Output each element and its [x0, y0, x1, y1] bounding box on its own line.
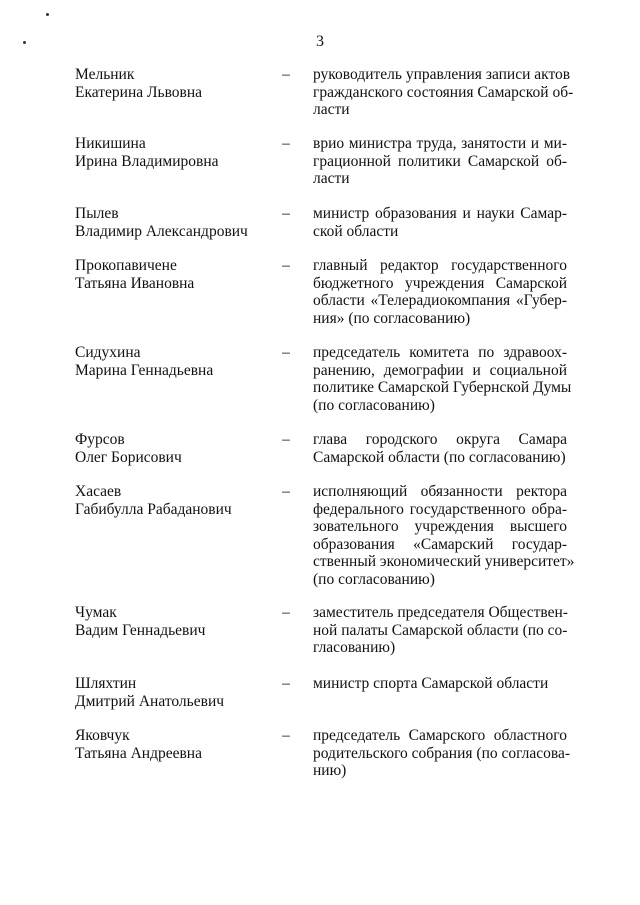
position-line: ственный экономический университет» — [313, 553, 575, 570]
position-line: нию) — [313, 762, 347, 779]
member-surname: Яковчук — [75, 727, 130, 744]
member-given-names: Владимир Александрович — [75, 222, 248, 240]
member-surname: Фурсов — [75, 431, 125, 448]
member-position — [313, 205, 567, 240]
separator-dash: – — [282, 675, 290, 692]
position-line: председатель комитета по здравоох- — [313, 344, 567, 361]
position-line: заместитель председателя Обществен- — [313, 604, 568, 621]
member-name — [75, 66, 275, 101]
member-surname: Прокопавичене — [75, 257, 177, 274]
position-line: области «Телерадиокомпания «Губер- — [313, 292, 567, 309]
position-line: ния» (по согласованию) — [313, 309, 471, 327]
position-line: ной палаты Самарской области (по со- — [313, 621, 568, 639]
member-position — [313, 66, 574, 119]
member-position — [313, 344, 572, 414]
member-given-names: Екатерина Львовна — [75, 83, 203, 101]
member-given-names: Олег Борисович — [75, 448, 182, 466]
position-line: политике Самарской Губернской Думы — [313, 379, 572, 396]
position-line: (по согласованию) — [313, 570, 435, 588]
page-number: 3 — [316, 33, 324, 50]
member-surname: Мельник — [75, 66, 135, 83]
member-given-names: Габибулла Рабаданович — [75, 500, 232, 518]
position-line: зовательного учреждения высшего — [313, 518, 567, 535]
position-line: председатель Самарского областного — [313, 727, 567, 744]
member-position — [313, 675, 567, 693]
position-line: гражданского состояния Самарской об- — [313, 83, 574, 101]
separator-dash: – — [282, 483, 290, 500]
separator-dash: – — [282, 431, 290, 448]
member-surname: Пылев — [75, 205, 119, 222]
separator-dash: – — [282, 205, 290, 222]
member-name — [75, 483, 275, 518]
member-surname: Никишина — [75, 135, 146, 152]
member-given-names: Дмитрий Анатольевич — [75, 692, 225, 710]
member-surname: Чумак — [75, 604, 117, 621]
position-line: министр спорта Самарской области — [313, 675, 549, 692]
position-line: бюджетного учреждения Самарской — [313, 274, 567, 292]
position-line: врио министра труда, занятости и ми- — [313, 135, 567, 152]
member-name — [75, 604, 275, 639]
scan-speck — [46, 13, 49, 16]
position-line: ской области — [313, 222, 399, 240]
position-line: глава городского округа Самара — [313, 431, 567, 448]
separator-dash: – — [282, 727, 290, 744]
position-line: (по согласованию) — [313, 396, 435, 414]
member-given-names: Ирина Владимировна — [75, 152, 219, 170]
member-given-names: Татьяна Андреевна — [75, 744, 202, 762]
position-line: главный редактор государственного — [313, 257, 567, 274]
position-line: грационной политики Самарской об- — [313, 152, 567, 170]
position-line: федерального государственного обра- — [313, 500, 567, 518]
member-position — [313, 257, 567, 327]
position-line: ранению, демографии и социальной — [313, 361, 567, 379]
member-position — [313, 431, 567, 466]
separator-dash: – — [282, 604, 290, 621]
member-name — [75, 135, 275, 170]
member-name — [75, 344, 275, 379]
separator-dash: – — [282, 344, 290, 361]
position-line: министр образования и науки Самар- — [313, 205, 567, 222]
member-name — [75, 431, 275, 466]
member-name — [75, 205, 275, 240]
member-surname: Сидухина — [75, 344, 141, 361]
position-line: ласти — [313, 170, 350, 187]
member-given-names: Вадим Геннадьевич — [75, 621, 206, 639]
member-position — [313, 604, 567, 657]
member-name — [75, 257, 275, 292]
position-line: гласованию) — [313, 639, 396, 656]
position-line: образования «Самарский государ- — [313, 535, 567, 553]
separator-dash: – — [282, 66, 290, 83]
position-line: родительского собрания (по согласова- — [313, 744, 571, 762]
member-name — [75, 675, 275, 710]
member-surname: Шляхтин — [75, 675, 137, 692]
separator-dash: – — [282, 135, 290, 152]
position-line: руководитель управления записи актов — [313, 66, 571, 83]
member-name — [75, 727, 275, 762]
separator-dash: – — [282, 257, 290, 274]
position-line: Самарской области (по согласованию) — [313, 448, 566, 466]
member-given-names: Марина Геннадьевна — [75, 361, 214, 379]
member-surname: Хасаев — [75, 483, 122, 500]
member-position — [313, 135, 567, 188]
position-line: исполняющий обязанности ректора — [313, 483, 567, 500]
scan-speck — [23, 41, 26, 44]
member-position — [313, 727, 571, 780]
member-position — [313, 483, 575, 588]
position-line: ласти — [313, 101, 350, 118]
member-given-names: Татьяна Ивановна — [75, 274, 195, 292]
